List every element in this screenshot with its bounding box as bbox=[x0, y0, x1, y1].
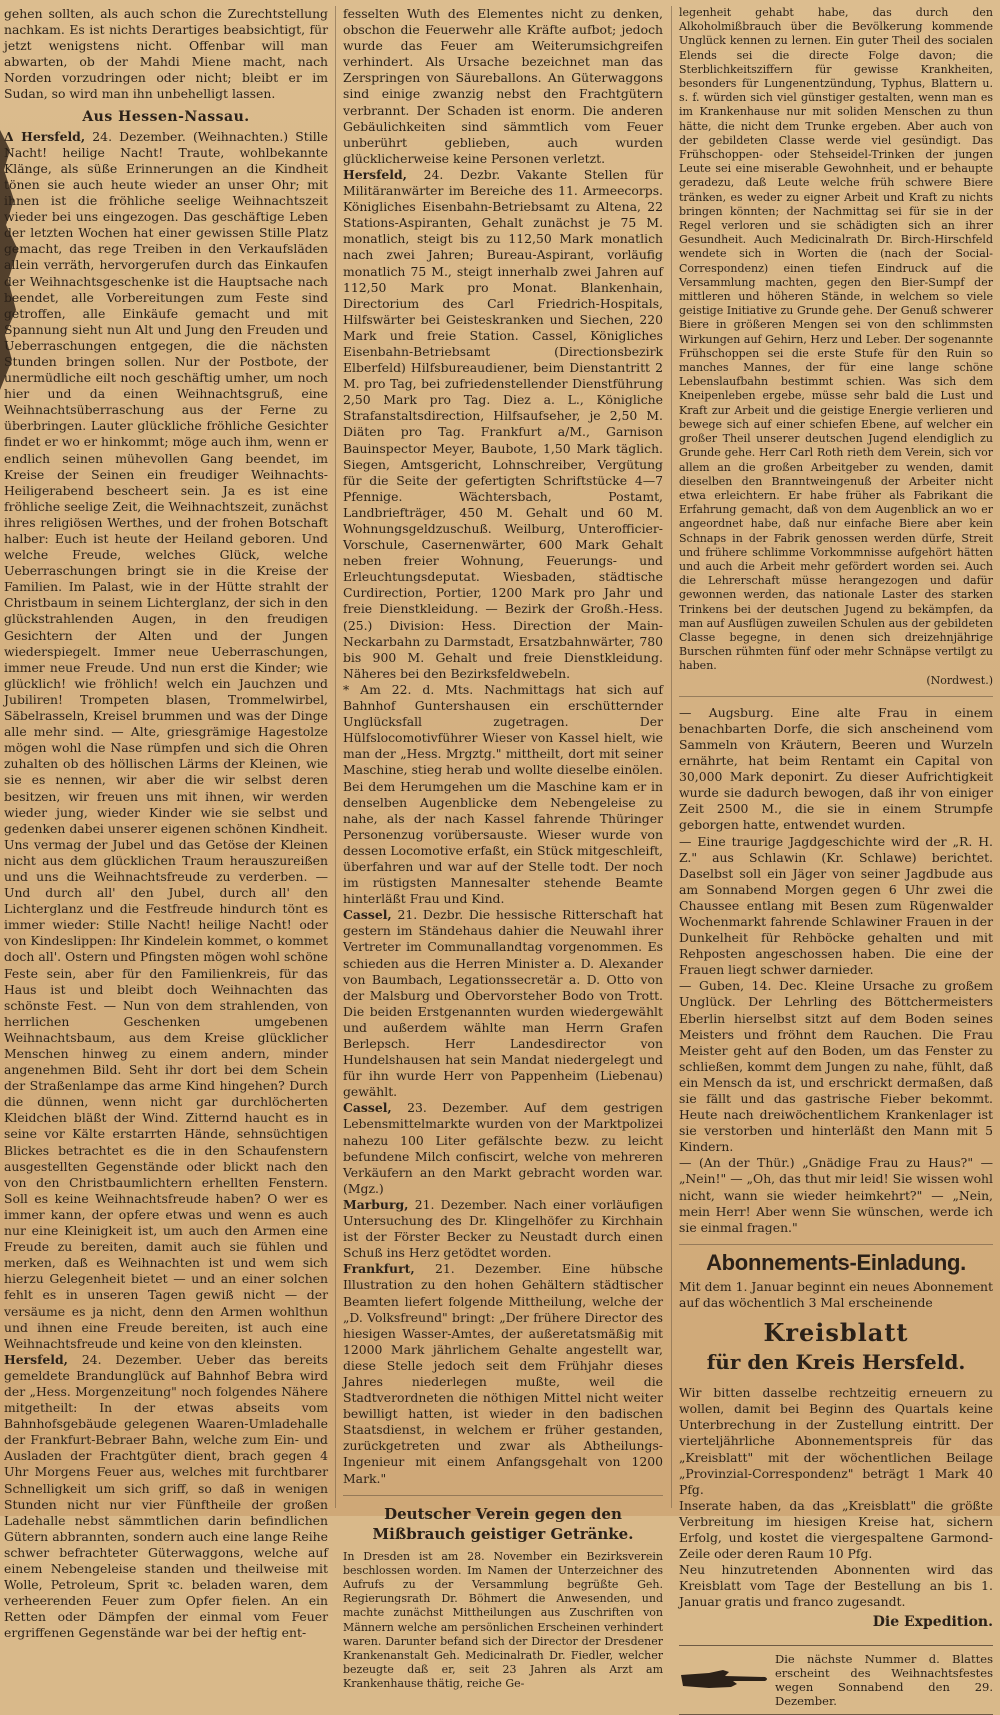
article-heading: Deutscher Verein gegen den Mißbrauch geistiger Getränke. bbox=[372, 1504, 634, 1543]
article-augsburg: — Augsburg. Eine alte Frau in einem benachbarten Dorfe, die sich anscheinend vom Sammeln von Kräutern, Beeren und Wurzeln ernährte, hat beim Rentamt ein Capital von 30,000 Mark deponirt. Zu dieser Aufrichtigkeit wurde sie dadurch bewogen, daß ihr von einiger Zeit 2500 M., die sie in einem Strumpfe geborgen hatte, entwendet wurden. bbox=[679, 704, 993, 833]
divider bbox=[343, 1495, 663, 1496]
article-text: 24. Dezember. (Weihnachten.) Stille Nacht! heilige Nacht! Traute, wohlbekannte Klänge, als süße Erinnerungen an die Kindheit tönen sie auch heute wieder an unser Ohr; mit ihnen ist die fröhliche seelige Weihnachtszeit wieder bei uns eingezogen. Das geschäftige Leben der letzten Wochen hat einer gewissen Stille Platz gemacht, das rege Treiben in den Verkaufsläden allein verräth, hervorgerufen durch das Einkaufen der Weihnachtsgeschenke ist die Hauptsache nach beendet, alle Vorbereitungen zum Feste sind getroffen, alle Einkäufe gemacht und mit Spannung sieht nun Alt und Jung den Freuden und Ueberraschungen entgegen, die die nächsten Stunden bringen sollen. Nur der Postbote, der unermüdliche eilt noch geschäftig umher, um noch hier und da einen Weihnachtsgruß, eine Weihnachtsüberraschung aus der Ferne zu überbringen. Lauter glückliche fröhliche Gesichter findet er wo er hinkommt; möge auch ihm, wenn er endlich seinen mühevollen Gang beendet, im Kreise der Seinen ein freudiger Weihnachts-Heiligerabend bescheert sein. Ja es ist eine fröhliche seelige Zeit, die Weihnachtszeit, zunächst ihres religiösen Werthes, und der frohen Botschaft halber: Euch ist heute der Heiland geboren. Und welche Freude, welches Glück, welche Ueberraschungen bringt sie in die Kreise der Familien. Im Palast, wie in der Hütte strahlt der Christbaum in seinem Lichterglanz, der sich in den glückstrahlenden Augen, in den freudigen Gesichtern der Alten und der Jungen wiederspiegelt. Immer neue Ueberraschungen, immer neue Freude. Und nun erst die Kinder; wie glücklich! wie fröhlich! welch ein Jauchzen und Jubiliren! Trompeten blasen, Trommelwirbel, Säbelrasseln, Kreisel brummen und was der Dinge alle mehr sind. — Alte, griesgrämige Hagestolze mögen wohl die Nase rümpfen und sich die Ohren zuhalten ob des höllischen Lärms der Kleinen, wie sie es nennen, wir aber die wir selbst deren besitzen, wir freuen uns mit ihnen, wir werden wieder jung, wieder Kinder wie sie selbst und gedenken dabei unserer eigenen schönen Kindheit. Uns vermag der Jubel und das Getöse der Kleinen nicht aus dem glücklichen Traum herauszureißen und uns die Weihnachtsfreude zu verderben. — Und durch all' den Jubel, durch all' den Lichterglanz und die Festfreude hindurch tönt es immer wieder: Stille Nacht! heilige Nacht! oder von Kindeslippen: Ihr Kindelein kommet, o kommet doch all'. Ostern und Pfingsten mögen wohl schöne Feste sein, aber für den Familienkreis, für das Haus ist und bleibt doch Weihnachten das schönste Fest. — Nun von dem strahlenden, von herrlichen Geschenken umgebenen Weihnachtsbaum, aus dem Kreise glücklicher Menschen hinweg zu einem andern, minder angenehmen Bild. Seht ihr dort bei dem Schein der Straßenlampe das arme Kind hingehen? Durch die dünnen, wenn nicht gar durchlöcherten Kleidchen bläßt der Wind. Zitternd haucht es in seine vor Kälte erstarrten Hände, sehnsüchtigen Blickes betrachtet es die in den Schaufenstern ausgestellten Gegenstände oder blickt nach den von den Christbaumlichtern erhellten Fenstern. Soll es keine Weihnachtsfreude haben? O wer es immer kann, der opfere etwas und wenn es auch nur eine Kleinigkeit ist, um auch den Armen eine Freude zu bereiten, damit auch sie fühlen und merken, daß es Weihnachten ist und wem sich hierzu Gelegenheit bietet — und an einer solchen fehlt es in unseren Tagen gewiß nicht — der versäume es ja nicht, denn den Armen wohlthun und ihnen eine Freude bereiten, ist auch eine Weihnachtsfreude und keine von den kleinsten. bbox=[4, 128, 328, 1351]
next-issue-notice bbox=[679, 1645, 993, 1715]
article-guntershausen: * Am 22. d. Mts. Nachmittags hat sich auf Bahnhof Guntershausen ein erschütternder Unglücksfall zugetragen. Der Hülfslocomotivführer Wieser von Kassel hielt, wie man der „Hess. Mrgztg." mittheilt, dort mit seiner Maschine, stieg herab und wollte dieselbe einölen. Bei dem Herumgehen um die Maschine kam er in denselben Augenblicke dem Nebengeleise zu nahe, als der nach Kassel fahrende Thüringer Personenzug vorübersauste. Wieser wurde von dessen Locomotive erfaßt, ein Stück mitgeschleift, überfahren und war auf der Stelle todt. Der noch im rüstigsten Mannesalter stehende Beamte hinterläßt Frau und Kind. bbox=[343, 681, 663, 907]
article-ritterschaft bbox=[343, 907, 663, 1100]
advert-text: Inserate haben, da das „Kreisblatt" die größte Verbreitung im hiesigen Kreise hat, sichern Erfolg, und kostet die viergespaltene Garmond-Zeile oder deren Raum 10 Pfg. bbox=[679, 1497, 993, 1562]
dateline: Cassel, bbox=[343, 907, 392, 923]
divider bbox=[679, 696, 993, 697]
dateline: Frankfurt, bbox=[343, 1261, 415, 1277]
advert-text: Wir bitten dasselbe rechtzeitig erneuern zu wollen, damit bei Beginn des Quartals keine Unterbrechung in der Zustellung eintritt. Der vierteljährliche Abonnementspreis für das „Kreisblatt" mit der wöchentlichen Beilage „Provinzial-Correspondenz" beträgt 1 Mark 40 Pfg. bbox=[679, 1385, 993, 1497]
dateline: Hersfeld, bbox=[4, 1351, 68, 1367]
advert-text: Mit dem 1. Januar beginnt ein neues Abonnement auf das wöchentlich 3 Mal erscheinende bbox=[679, 1278, 993, 1311]
pointing-hand-icon bbox=[679, 1667, 769, 1693]
dateline: Marburg, bbox=[343, 1196, 409, 1212]
column-2 bbox=[343, 6, 663, 1691]
article-verein-cont: legenheit gehabt habe, das durch den Alkoholmißbrauch über die Bevölkerung kommende Unglück kennen zu lernen. Ein guter Theil des socialen Elends sei die directe Folge davon; die Sterblichkeitsziffern für gewisse Krankheiten, besonders für Lungenentzündung, Typhus, Blattern u. s. f. würden sich viel günstiger gestalten, wenn man es im Krankenhause nur mit soliden Menschen zu thun hätte, die nicht dem Trunke ergeben. Aber auch von der gebildeten Classe werde viel gesündigt. Das Frühschoppen- oder Stehseidel-Trinken der jungen Leute sei eine miserable Gewohnheit, und er behaupte geradezu, daß Leute welche früh schwere Biere tränken, es weder zu eigner Arbeit und Kraft zu nichts bringen könnten; der Nachmittag sei für sie in der Regel verloren und sie schädigten sich an ihrer Gesundheit. Auch Medicinalrath Dr. Birch-Hirschfeld wendete sich in Worten die (nach der Social-Correspondenz) einen tiefen Eindruck auf die Versammlung machten, gegen den Bier-Sumpf der mittleren und höheren Stände, in welchem so viele geistige Initiative zu Grunde gehe. Der Genuß schwerer Biere in größeren Mengen sei von den schlimmsten Wirkungen auf Gehirn, Herz und Leber. Der sogenannte Frühschoppen sei die erste Stufe für den Ruin so manches Mannes, der für eine lange schöne Lebenslaufbahn bestimmt schien. Was sich dem Kneipenleben ergebe, müsse sehr bald die Lust und Kraft zur Arbeit und die geistige Energie verlieren und bewege sich auf einer schiefen Ebene, auf welcher ein großer Theil unserer deutschen Jugend elendiglich zu Grunde gehe. Herr Carl Roth rieth dem Verein, sich vor allem an die großen Arbeitgeber zu wenden, damit dieselben den Branntweingenuß der Arbeiter nicht etwa erleichtern. Er habe früher als Fabrikant die Erfahrung gemacht, daß von dem Augenblick an wo er angeordnet habe, daß nur einfache Biere aber kein Schnaps in der Fabrik genossen werden dürfe, Streit und frühere schlimme Vorkommnisse aufgehört hätten und auch die Arbeit mehr gefördert worden sei. Auch die Lehrerschaft müsse herangezogen und dafür gewonnen werden, das nationale Laster des starken Trinkens bei der deutschen Jugend zu bekämpfen, da man auf Ausflügen zuweilen Schulen aus der gebildeten Classe begegne, in denen sich dreizehnjährige Burschen rühmten fünf oder mehr Schnäpse vertilgt zu haben. bbox=[679, 6, 993, 673]
divider bbox=[679, 1244, 993, 1245]
newspaper-name: Kreisblatt bbox=[763, 1318, 909, 1348]
dateline: Cassel, bbox=[343, 1100, 392, 1116]
article-brand-bebra bbox=[4, 1352, 328, 1642]
article-verein: In Dresden ist am 28. November ein Bezirksverein beschlossen worden. Im Namen der Unterzeichner des Aufrufs zu der Versammlung begrüßte Geh. Regierungsrath Dr. Böhmert die Anwesenden, und machte zunächst Mittheilungen aus Zuschriften von Männern welche am persönlichen Erscheinen verhindert waren. Darunter befand sich der Director der Dresdener Krankenanstalt Geh. Medicinalrath Dr. Fiedler, welcher bezeugte daß er, seit 23 Jahren als Arzt am Krankenhause thätig, reiche Ge- bbox=[343, 1549, 663, 1691]
article-text: 24. Dezbr. Vakante Stellen für Militäranwärter im Bereiche des 11. Armeecorps. Königliches Eisenbahn-Betriebsamt zu Altena, 22 Stations-Aspiranten, Gehalt zunächst je 75 M. monatlich, steigt bis zu 112,50 Mark monatlich nach zwei Jahren; Bureau-Aspirant, vorläufig monatlich 75 M., steigt innerhalb zwei Jahren auf 112,50 Mark pro Monat. Blankenhain, Directorium des Carl Friedrich-Hospitals, Hilfswärter bei Geisteskranken und Siechen, 220 Mark und freie Station. Cassel, Königliches Eisenbahn-Betriebsamt (Directionsbezirk Elberfeld) Hilfsbureaudiener, beim Dienstantritt 2 M. pro Tag, bei zufriedenstellender Dienstführung 2,50 Mark pro Tag. Diez a. L., Königliche Strafanstaltsdirection, Hilfsaufseher, je 2,50 M. Diäten pro Tag. Frankfurt a/M., Garnison Bauinspector Meyer, Baubote, 1,50 Mark täglich. Siegen, Amtsgericht, Lohnschreiber, Vergütung für die Seite der gefertigten Schriftstücke 4—7 Pfennige. Wächtersbach, Postamt, Landbriefträger, 450 M. Gehalt und 60 M. Wohnungsgeldzuschuß. Weilburg, Unterofficier-Vorschule, Casernenwärter, 600 Mark Gehalt neben freier Wohnung, Feuerungs- und Erleuchtungsdeputat. Wiesbaden, städtische Curdirection, Portier, 1200 Mark pro Jahr und freie Dienstkleidung. — Bezirk der Großh.-Hess. (25.) Division: Hess. Direction der Main-Neckarbahn zu Darmstadt, Ersatzbahnwärter, 780 bis 900 M. Gehalt und freie Dienstkleidung. Näheres bei den Bezirksfeldwebeln. bbox=[343, 166, 663, 681]
article-text: 23. Dezember. Auf dem gestrigen Lebensmittelmarkte wurden von der Marktpolizei nahezu 100 Liter gefälschte bezw. zu leicht befundene Milch confiscirt, welche von mehreren Verkäufern an den Markt gebracht worden war. (Mgz.) bbox=[343, 1100, 663, 1196]
column-rule-right bbox=[671, 6, 672, 1508]
article-text: 21. Dezbr. Die hessische Ritterschaft hat gestern im Ständehaus dahier die Neuwahl ihrer Vertreter im Communallandtag vorgenommen. Es schieden aus die Herren Minister a. D. Alexander von Baumbach, Legationssecretär a. D. Otto von der Malsburg und Obervorsteher Bodo von Trott. Die beiden Erstgenannten wurden wiedergewählt und außerdem wählte man Herrn Grafen Berlepsch. Herr Landesdirector von Hundelshausen hat sein Mandat niedergelegt und für ihn wurde Herr von Pappenheim (Liebenau) gewählt. bbox=[343, 907, 663, 1100]
column-3 bbox=[679, 6, 993, 1708]
article-an-der-thuer: — (An der Thür.) „Gnädige Frau zu Haus?" — „Nein!" — „Oh, das thut mir leid! Sie wissen wohl nicht, wann sie wieder heimkehrt?" — „Nein, mein Herr! Aber wenn Sie wünschen, werde ich sie einmal fragen." bbox=[679, 1155, 993, 1235]
advert-signature: Die Expedition. bbox=[872, 1614, 993, 1631]
newspaper-subtitle: für den Kreis Hersfeld. bbox=[706, 1350, 966, 1375]
article-milch bbox=[343, 1100, 663, 1197]
article-text: 21. Dezember. Nach einer vorläufigen Untersuchung des Dr. Klingelhöfer zu Kirchhain ist der Förster Becker zu Neustadt durch einen Schuß ins Herz getödtet worden. bbox=[343, 1196, 663, 1261]
advert-title: Abonnements-Einladung. bbox=[706, 1249, 966, 1275]
article-text: fesselten Wuth des Elementes nicht zu denken, obschon die Feuerwehr alle Kräfte aufbot; jedoch wurde das Feuer am Weiterumsichgreifen verhindert. Als Ursache bezeichnet man das Zerspringen von Säureballons. An Güterwaggons sind einige zwanzig nebst den Frachtgütern verbrannt. Der Schaden ist enorm. Die anderen Gebäulichkeiten sind sämmtlich vom Feuer unberührt geblieben, auch wurden glücklicherweise keine Personen verletzt. bbox=[343, 6, 663, 166]
article-jagdgeschichte: — Eine traurige Jagdgeschichte wird der „R. H. Z." aus Schlawin (Kr. Schlawe) berichtet. Daselbst soll ein Jäger von seiner Jagdbude aus am Sonnabend Morgen gegen 6 Uhr zwei die Chaussee entlang mit Besen zum Rügenwalder Wochenmarkt fahrende Schlawiner Frauen in der Dunkelheit für Rehböcke gehalten und mit Rehposten angeschossen haben. Die eine der Frauen liegt schwer darnieder. bbox=[679, 833, 993, 978]
section-heading: Aus Hessen-Nassau. bbox=[82, 108, 250, 125]
column-1 bbox=[4, 6, 328, 1641]
article-vakante-stellen bbox=[343, 167, 663, 682]
article-guben: — Guben, 14. Dec. Kleine Ursache zu großem Unglück. Der Lehrling des Böttchermeisters Eberlin hierselbst sitzt auf dem Boden seines Meisters und fröhnt dem Rauchen. Die Frau Meister geht auf den Boden, um das Fenster zu schließen, kommt dem Jungen zu nahe, fühlt, daß ein Mensch da ist, und erschrickt dermaßen, daß sie fällt und das gastrische Fieber bekommt. Heute nach dreiwöchentlichem Krankenlager ist sie verstorben und hinterläßt den Mann mit 5 Kindern. bbox=[679, 978, 993, 1155]
article-marburg bbox=[343, 1197, 663, 1261]
article-text: 24. Dezember. Ueber das bereits gemeldete Brandunglück auf Bahnhof Bebra wird der „Hess. Morgenzeitung" noch folgendes Nähere mitgetheilt: In der etwas abseits vom Bahnhofsgebäude gelegenen Waaren-Umladehalle der Frankfurt-Bebraer Bahn, welche zum Ein- und Ausladen der Frachtgüter dient, brach gegen 4 Uhr Morgens Feuer aus, welches mit furchtbarer Schnelligkeit um sich griff, so daß in wenigen Stunden nicht nur vier Fünftheile der großen Ladehalle nebst sämmtlichen darin befindlichen Gütern abbrannten, sondern auch eine lange Reihe schwer befrachteter Güterwaggons, welche auf einem Nebengeleise standen und theilweise mit Wolle, Petroleum, Sprit ꝛc. beladen waren, dem verheerenden Feuer zum Opfer fielen. An ein Retten oder Dämpfen der einmal vom Feuer ergriffenen Gegenstände war bei der heftig ent- bbox=[4, 1351, 328, 1641]
dateline: Hersfeld, bbox=[343, 166, 407, 182]
article-text: gehen sollten, als auch schon die Zurechtstellung nachkam. Es ist nichts Derartiges beabsichtigt, für jetzt wenigstens nicht. Offenbar will man abwarten, ob der Mahdi Miene macht, nach Norden vorzudringen oder nicht; bleibt er im Sudan, so wird man ihn unbehelligt lassen. bbox=[4, 6, 328, 102]
article-text: 21. Dezember. Eine hübsche Illustration zu den hohen Gehältern städtischer Beamten liefert folgende Mittheilung, welche der „D. Volksfreund" bringt: „Der frühere Director des hiesigen Wasser-Amtes, der außeretatsmäßig mit 12000 Mark jährlichem Gehalte angestellt war, diese Stelle jedoch seit dem Frühjahr dieses Jahres niederlegen mußte, weil die Stadtverordneten die nöthigen Mittel nicht weiter bewilligt hatten, ist wieder in den badischen Staatsdienst, in welchem er früher gestanden, zurückgetreten und zwar als Abtheilungs-Ingenieur mit einem Anfangsgehalt von 1200 Mark." bbox=[343, 1261, 663, 1486]
notice-text: Die nächste Nummer d. Blattes erscheint des Weihnachtsfestes wegen Sonnabend den 29. Dezember. bbox=[775, 1651, 993, 1708]
advert-text: Neu hinzutretenden Abonnenten wird das Kreisblatt vom Tage der Bestellung an bis 1. Januar gratis und franco zugesandt. bbox=[679, 1562, 993, 1610]
article-frankfurt bbox=[343, 1261, 663, 1486]
column-rule-left bbox=[335, 6, 336, 1508]
dateline: Δ Hersfeld, bbox=[4, 128, 86, 144]
source-note: (Nordwest.) bbox=[926, 673, 993, 687]
article-weihnachten bbox=[4, 129, 328, 1352]
